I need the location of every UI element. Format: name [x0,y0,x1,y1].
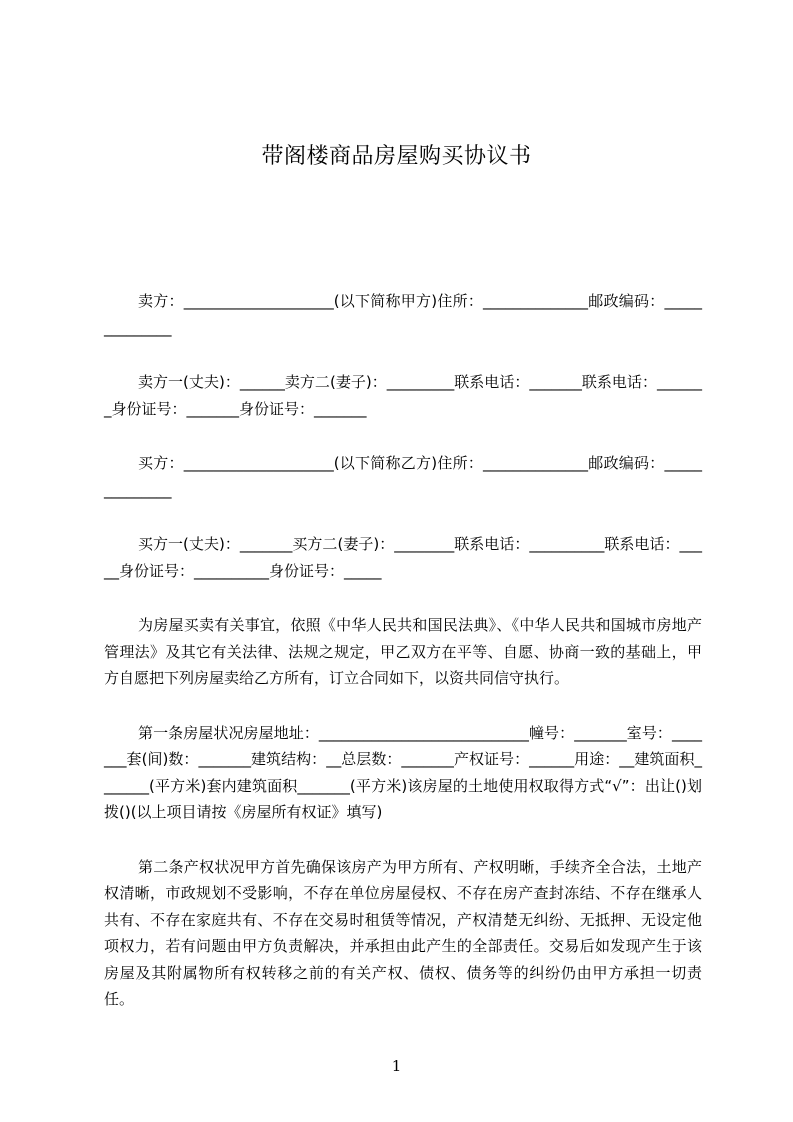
article-2-paragraph: 第二条产权状况甲方首先确保该房产为甲方所有、产权明晰，手续齐全合法，土地产权清晰，市政规划不受影响，不存在单位房屋侵权、不存在房产查封冻结、不存在继承人共有、不存在家庭共有、不存在交易时租赁等情况，产权清楚无纠纷、无抵押、无设定他项权力，若有问题由甲方负责解决，并承担由此产生的全部责任。交易后如发现产生于该房屋及其附属物所有权转移之前的有关产权、债权、债务等的纠纷仍由甲方承担一切责任。 [104,857,702,1008]
document-title: 带阁楼商品房屋购买协议书 [261,144,532,169]
seller-parties-paragraph: 卖方一(丈夫)：______卖方二(妻子)：_________联系电话：_______联系电话：_______身份证号：_______身份证号：_______ [104,373,702,418]
document-body [104,288,702,1041]
page-number: 1 [391,1057,402,1075]
buyer-info-paragraph: 买方：____________________(以下简称乙方)住所：______________邮政编码：______________ [104,454,702,499]
article-1-paragraph: 第一条房屋状况房屋地址：____________________________幢号：_______室号：_______套(间)数：_______建筑结构：__总层数：_______产权证号：______用途：__建筑面积_______(平方米)套内建筑面积_______(平方米)该房屋的土地使用权取得方式“√”：出让()划拨()(以上项目请按《房屋所有权证》填写) [104,723,702,821]
seller-info-paragraph: 卖方：____________________(以下简称甲方)住所：______________邮政编码：______________ [104,292,702,337]
preamble-paragraph: 为房屋买卖有关事宜，依照《中华人民共和国民法典》、《中华人民共和国城市房地产管理法》及其它有关法律、法规之规定，甲乙双方在平等、自愿、协商一致的基础上，甲方自愿把下列房屋卖给乙方所有，订立合同如下，以资共同信守执行。 [104,616,702,687]
buyer-parties-paragraph: 买方一(丈夫)：_______买方二(妻子)：________联系电话：__________联系电话：_____身份证号：__________身份证号：_____ [104,535,702,580]
